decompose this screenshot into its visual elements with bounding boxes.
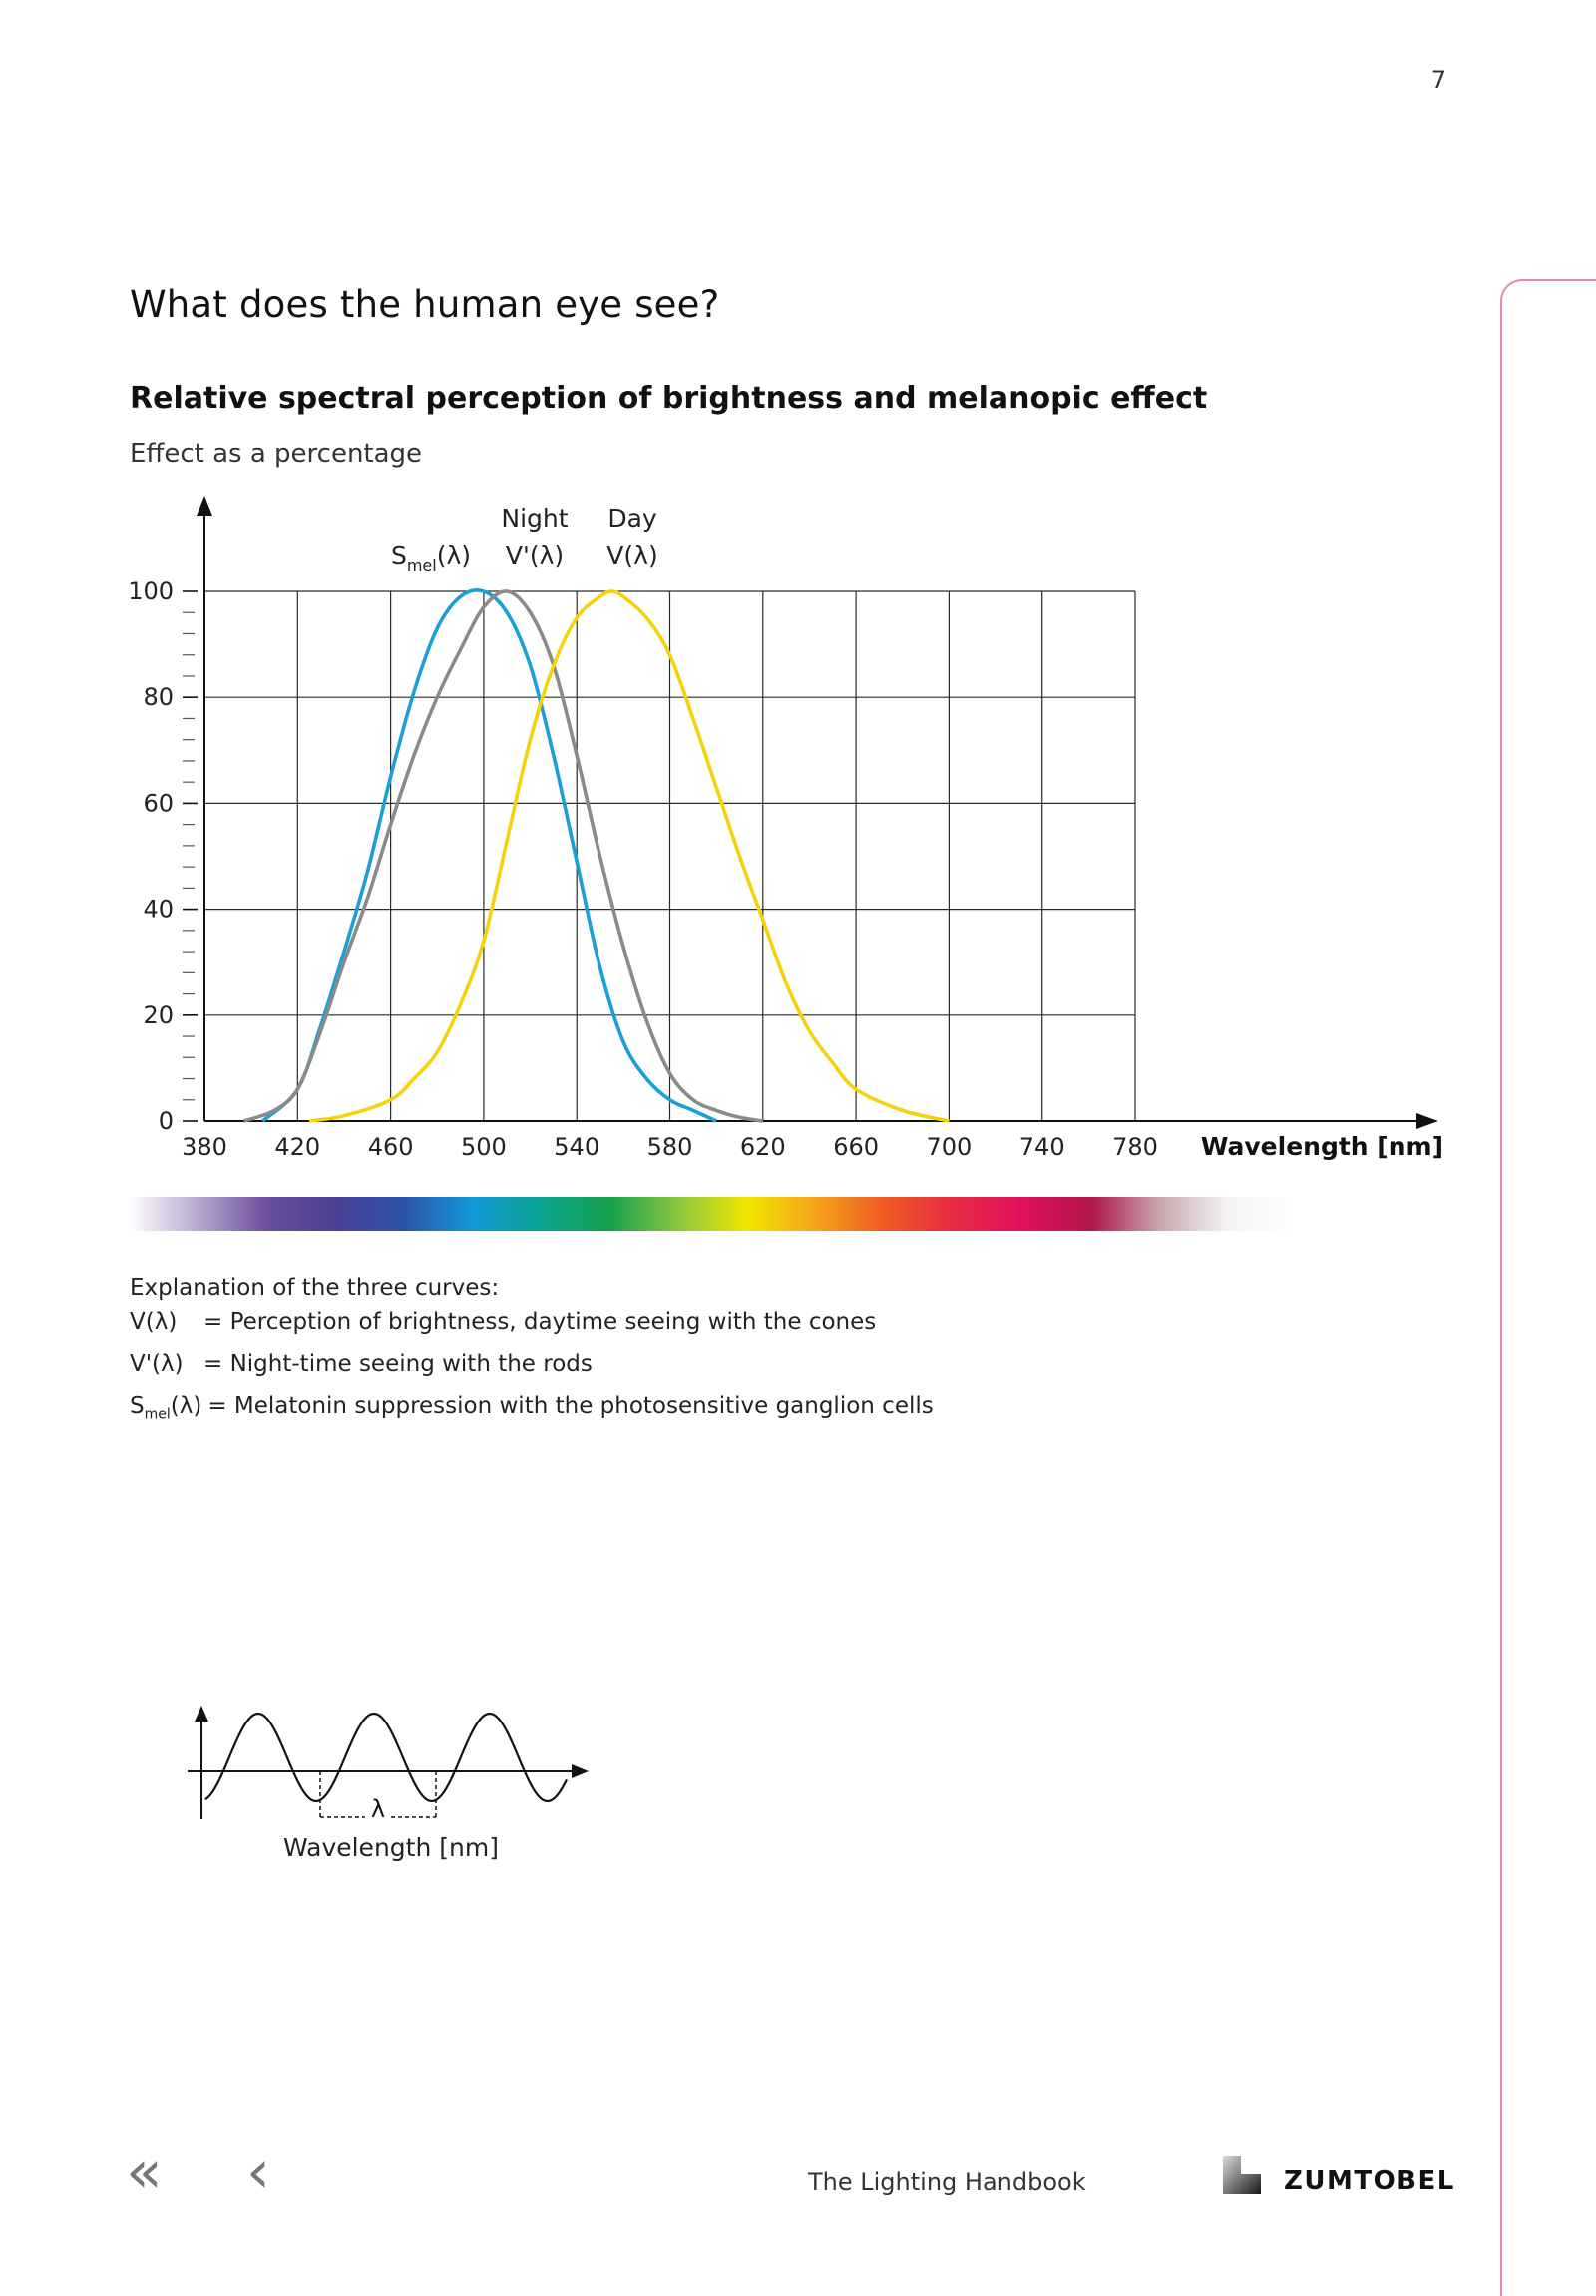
legend-label: $S_{mel}(\lambda)$ [390, 541, 472, 574]
chart-labels [128, 504, 1443, 1161]
y-tick-label: 100 [128, 577, 174, 605]
chart-heading: Relative spectral perception of brightness and melanopic effect [130, 381, 1208, 416]
footer-title: The Lighting Handbook [808, 2168, 1086, 2196]
double-chevron-left-icon: « [126, 2137, 163, 2207]
y-tick-label: 40 [143, 895, 174, 924]
wave-curve [205, 1714, 567, 1801]
x-tick-label: 660 [833, 1133, 880, 1161]
section-title: What does the human eye see? [130, 283, 720, 326]
chart-series [244, 590, 950, 1121]
x-tick-label: 780 [1112, 1133, 1158, 1161]
x-tick-label: 460 [367, 1133, 414, 1161]
y-tick-label: 20 [143, 1000, 174, 1029]
wave-horizontal-arrow [572, 1764, 589, 1778]
explanation-symbol: V(λ) [130, 1309, 178, 1335]
explanation-text: = Night-time seeing with the rods [203, 1350, 593, 1377]
y-tick-label: 0 [158, 1107, 174, 1135]
chart-grid [204, 591, 1135, 1121]
zumtobel-logo-icon [1223, 2156, 1261, 2194]
x-tick-label: 700 [926, 1133, 973, 1161]
y-axis-arrow-icon [197, 496, 212, 516]
explanation-symbol: $S_{mel}(\lambda)$ [130, 1393, 202, 1423]
legend-label: V'(λ) [505, 541, 565, 570]
x-axis-arrow-icon [1416, 1113, 1438, 1129]
explanation-row [130, 1389, 934, 1432]
x-tick-label: 740 [1018, 1133, 1065, 1161]
first-page-button[interactable] [126, 2137, 163, 2207]
x-tick-label: 540 [554, 1133, 600, 1161]
x-tick-label: 620 [739, 1133, 786, 1161]
explanation-text: = Melatonin suppression with the photosensitive ganglion cells [207, 1393, 934, 1420]
explanation-heading: Explanation of the three curves: [130, 1275, 500, 1301]
y-tick-label: 60 [143, 789, 174, 818]
visible-spectrum-bar [130, 1197, 1297, 1231]
brand-name: ZUMTOBEL [1284, 2166, 1455, 2196]
page-number: 7 [1430, 66, 1446, 94]
curve-explanation [130, 1271, 934, 1432]
chevron-left-icon: ‹ [246, 2137, 270, 2207]
series-line [262, 590, 716, 1121]
legend-label: Night [501, 504, 569, 533]
wave-diagram-label: Wavelength [nm] [283, 1833, 499, 1862]
explanation-text: = Perception of brightness, daytime seeing with the cones [203, 1309, 877, 1335]
lambda-symbol: λ [370, 1795, 386, 1823]
chart-subheading: Effect as a percentage [130, 439, 423, 469]
x-tick-label: 500 [460, 1133, 507, 1161]
previous-page-button[interactable] [246, 2137, 270, 2207]
explanation-row [130, 1305, 934, 1347]
legend-label: Day [607, 504, 657, 533]
legend-label: V(λ) [606, 541, 658, 570]
y-tick-label: 80 [143, 683, 174, 712]
explanation-symbol: V'(λ) [130, 1350, 184, 1377]
wavelength-diagram [170, 1696, 608, 1835]
series-line [309, 591, 949, 1121]
x-tick-label: 420 [274, 1133, 321, 1161]
wave-vertical-arrow [195, 1706, 208, 1722]
x-tick-label: 580 [646, 1133, 693, 1161]
x-axis-label: Wavelength [nm] [1200, 1132, 1443, 1161]
x-tick-label: 380 [182, 1133, 227, 1161]
explanation-row [130, 1347, 934, 1390]
